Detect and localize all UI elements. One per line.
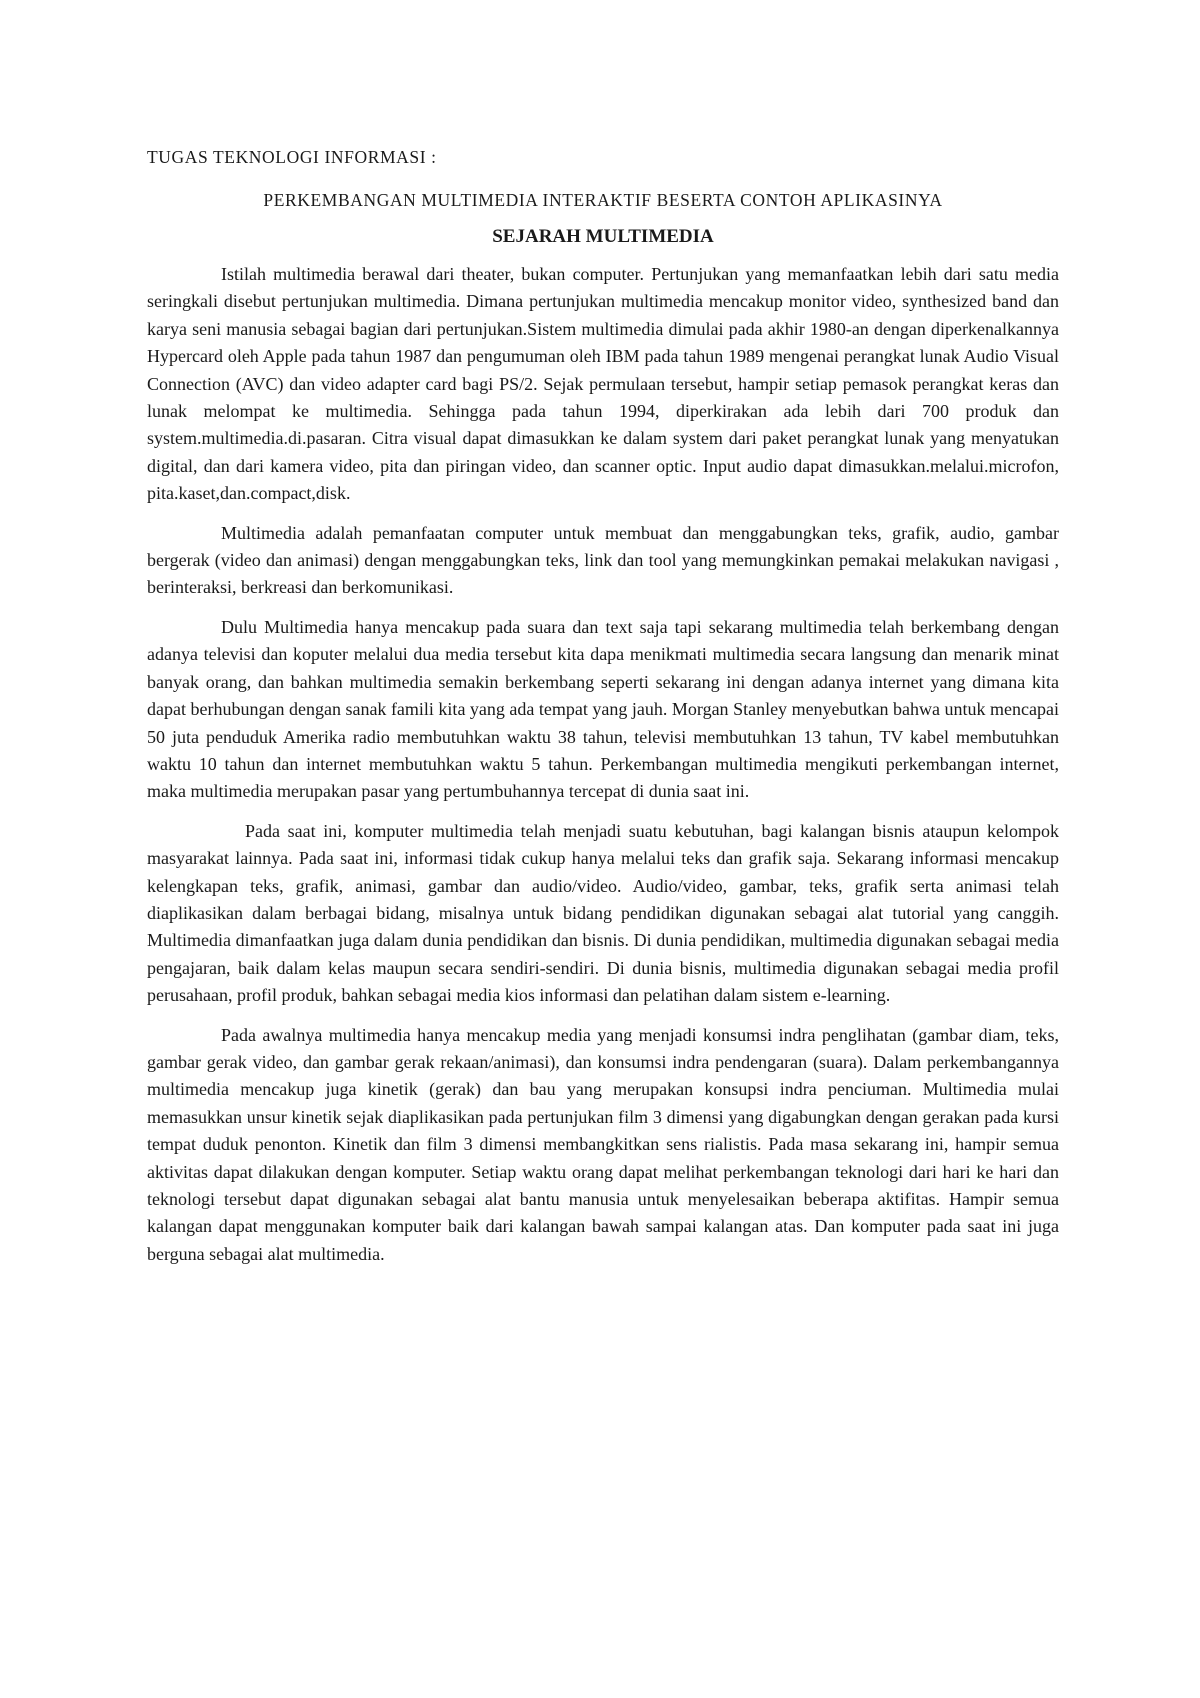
document-subtitle: PERKEMBANGAN MULTIMEDIA INTERAKTIF BESERTA CONTOH APLIKASINYA	[263, 190, 943, 210]
assignment-label: TUGAS TEKNOLOGI INFORMASI :	[147, 147, 437, 167]
paragraph-perkembangan: Dulu Multimedia hanya mencakup pada suara dan text saja tapi sekarang multimedia telah berkembang dengan adanya televisi dan koputer melalui dua media tersebut kita dapa menikmati multimedia secara langsung dan menarik minat banyak orang, dan bahkan multimedia semakin berkembang seperti sekarang ini dengan adanya internet yang dimana kita dapat berhubungan dengan sanak famili kita yang ada tempat yang jauh. Morgan Stanley menyebutkan bahwa untuk mencapai 50 juta penduduk Amerika radio membutuhkan waktu 38 tahun, televisi membutuhkan 13 tahun, TV kabel membutuhkan waktu 10 tahun dan internet membutuhkan waktu 5 tahun. Perkembangan multimedia mengikuti perkembangan internet, maka multimedia merupakan pasar yang pertumbuhannya tercepat di dunia saat ini.	[147, 616, 1059, 802]
paragraph-sejarah: Istilah multimedia berawal dari theater, bukan computer. Pertunjukan yang memanfaatkan lebih dari satu media seringkali disebut pertunjukan multimedia. Dimana pertunjukan multimedia mencakup monitor video, synthesized band dan karya seni manusia sebagai bagian dari pertunjukan.Sistem multimedia dimulai pada akhir 1980-an dengan diperkenalkannya Hypercard oleh Apple pada tahun 1987 dan pengumuman oleh IBM pada tahun 1989 mengenai perangkat lunak Audio Visual Connection (AVC) dan video adapter card bagi PS/2. Sejak permulaan tersebut, hampir setiap pemasok perangkat keras dan lunak melompat ke multimedia. Sehingga pada tahun 1994, diperkirakan ada lebih dari 700 produk dan system.multimedia.di.pasaran. Citra visual dapat dimasukkan ke dalam system dari paket perangkat lunak yang menyatukan digital, dan dari kamera video, pita dan piringan video, dan scanner optic. Input audio dapat dimasukkan.melalui.microfon, pita.kaset,dan.compact,disk.	[147, 264, 1059, 504]
section-heading: SEJARAH MULTIMEDIA	[492, 226, 714, 247]
paragraph-kinetik: Pada awalnya multimedia hanya mencakup media yang menjadi konsumsi indra penglihatan (gambar diam, teks, gambar gerak video, dan gambar gerak rekaan/animasi), dan konsumsi indra pendengaran (suara). Dalam perkembangannya multimedia mencakup juga kinetik (gerak) dan bau yang merupakan konsupsi indra penciuman. Multimedia mulai memasukkan unsur kinetik sejak diaplikasikan pada pertunjukan film 3 dimensi yang digabungkan dengan gerakan pada kursi tempat duduk penonton. Kinetik dan film 3 dimensi membangkitkan sens rialistis. Pada masa sekarang ini, hampir semua aktivitas dapat dilakukan dengan komputer. Setiap waktu orang dapat melihat perkembangan teknologi dari hari ke hari dan teknologi tersebut dapat digunakan sebagai alat bantu manusia untuk menyelesaikan beberapa aktifitas. Hampir semua kalangan dapat menggunakan komputer baik dari kalangan bawah sampai kalangan atas. Dan komputer pada saat ini juga berguna sebagai alat multimedia.	[147, 1024, 1059, 1264]
document-body	[147, 146, 1059, 1280]
paragraph-definisi: Multimedia adalah pemanfaatan computer untuk membuat dan menggabungkan teks, grafik, audio, gambar bergerak (video dan animasi) dengan menggabungkan teks, link dan tool yang memungkinkan pemakai melakukan navigasi , berinteraksi, berkreasi dan berkomunikasi.	[147, 522, 1059, 598]
paragraph-kebutuhan: Pada saat ini, komputer multimedia telah menjadi suatu kebutuhan, bagi kalangan bisnis ataupun kelompok masyarakat lainnya. Pada saat ini, informasi tidak cukup hanya melalui teks dan grafik saja. Sekarang informasi mencakup kelengkapan teks, grafik, animasi, gambar dan audio/video. Audio/video, gambar, teks, grafik serta animasi telah diaplikasikan dalam berbagai bidang, misalnya untuk bidang pendidikan digunakan sebagai alat tutorial yang canggih. Multimedia dimanfaatkan juga dalam dunia pendidikan dan bisnis. Di dunia pendidikan, multimedia digunakan sebagai media pengajaran, baik dalam kelas maupun secara sendiri-sendiri. Di dunia bisnis, multimedia digunakan sebagai media profil perusahaan, profil produk, bahkan sebagai media kios informasi dan pelatihan dalam sistem e-learning.	[147, 820, 1059, 1006]
